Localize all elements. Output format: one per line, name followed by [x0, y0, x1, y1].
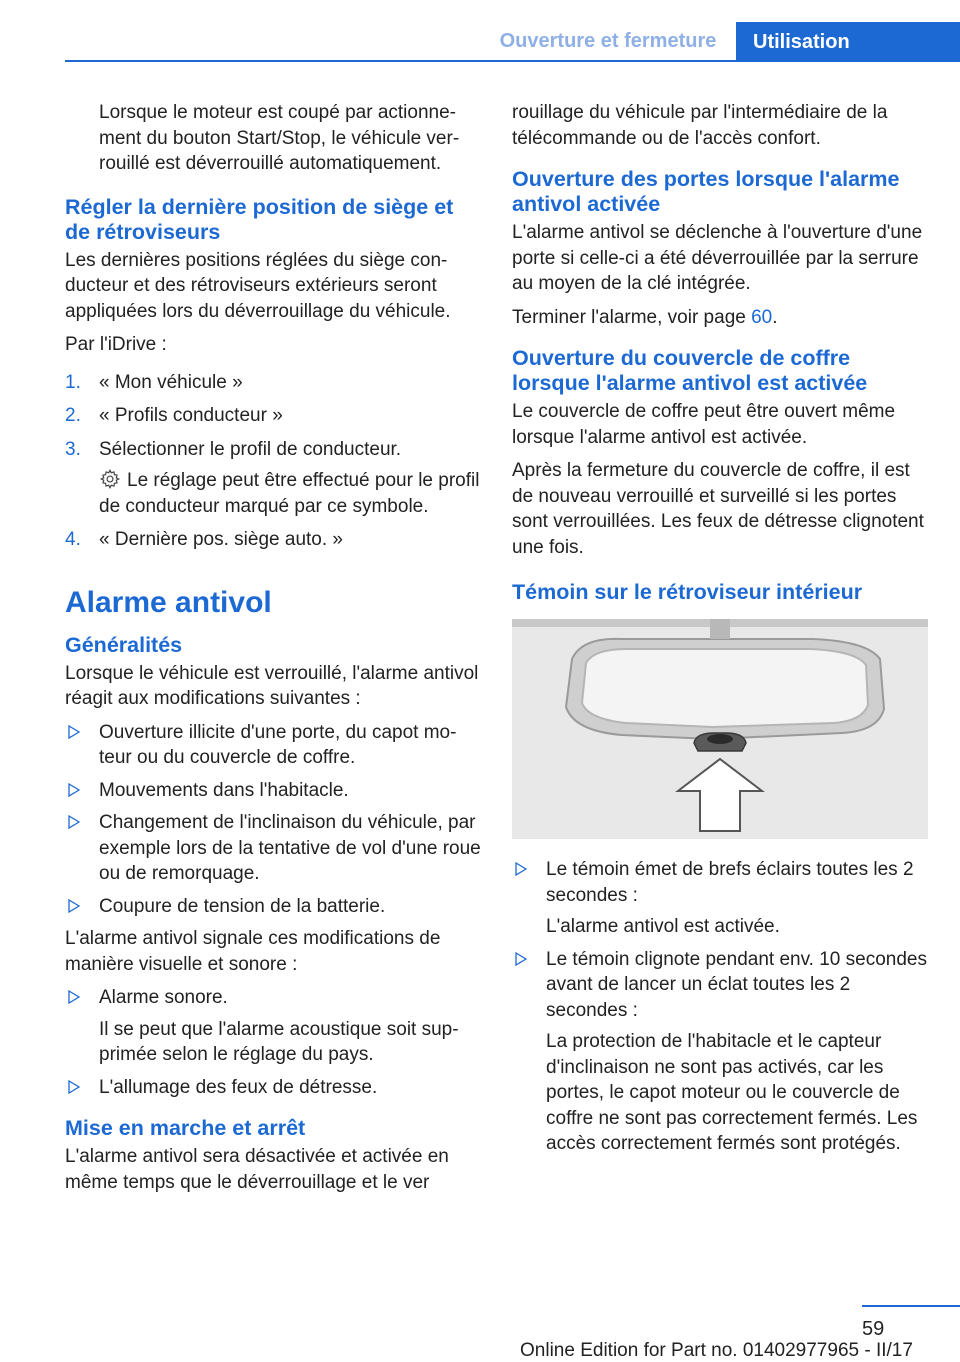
idrive-paragraph: Par l'iDrive :: [65, 334, 167, 355]
seat-paragraph: Les dernières positions réglées du siège conducteur et des rétroviseurs extérieurs seront appliquées lors du déverrouillage du véhicule.: [65, 249, 451, 322]
trunk-paragraph-1: Le couvercle de coffre peut être ouvert même lorsque l'alarme antivol est activée.: [512, 401, 896, 448]
triangle-right-icon: [68, 1080, 80, 1094]
step-number: 3.: [65, 438, 81, 460]
list-item: [65, 985, 481, 1068]
list-item: [512, 857, 932, 940]
step-text: « Dernière pos. siège auto. »: [99, 529, 343, 550]
footer-rule: [862, 1305, 960, 1307]
alarm-heading: Alarme antivol: [65, 585, 272, 619]
continued-paragraph: rouillage du véhicule par l'intermédiaire de la télécommande ou de l'accès confort.: [512, 102, 888, 149]
list-item-text: Mouvements dans l'habitacle.: [99, 779, 349, 801]
list-item-text: Ouverture illicite d'une porte, du capot moteur ou du couvercle de coffre.: [99, 721, 457, 768]
step-text: Sélectionner le profil de conducteur.: [99, 438, 402, 460]
triangle-right-icon: [68, 899, 80, 913]
signal-paragraph: L'alarme antivol signale ces modifications de manière visuelle et sonore :: [65, 928, 441, 975]
list-item: [65, 894, 481, 920]
list-item: [65, 527, 481, 553]
triangle-right-icon: [68, 725, 80, 739]
triangle-right-icon: [68, 990, 80, 1004]
triangle-right-icon: [68, 783, 80, 797]
general-heading: Généralités: [65, 632, 183, 657]
terminate-paragraph: [512, 305, 932, 331]
list-item: [65, 370, 481, 396]
trunk-paragraph-2: Après la fermeture du couvercle de coffre, il est de nouveau verrouillé et surveillé si les portes sont verrouillées. Les feux de détresse clignotent une fois.: [512, 460, 924, 558]
terminate-text: Terminer l'alarme, voir page: [512, 306, 752, 328]
list-item-text: Le témoin émet de brefs éclairs toutes les 2 secondes :: [546, 859, 914, 906]
list-item: [512, 947, 932, 1157]
onoff-paragraph: L'alarme antivol sera désactivée et activée en même temps que le déverrouillage et le ver: [65, 1146, 449, 1193]
right-column: [512, 100, 932, 1164]
header-rule: [65, 60, 960, 62]
page-header: [0, 0, 960, 62]
idrive-steps: [65, 370, 481, 553]
step-text: « Mon véhicule »: [99, 371, 243, 393]
list-item: [65, 720, 481, 771]
rearview-mirror-illustration: [512, 619, 928, 839]
mirror-heading: Témoin sur le rétroviseur intérieur: [512, 580, 863, 604]
list-item-text: Alarme sonore.: [99, 987, 228, 1008]
signals-list: [65, 985, 481, 1100]
list-item: [65, 810, 481, 887]
onoff-heading: Mise en marche et arrêt: [65, 1116, 306, 1140]
list-item-note: L'alarme antivol est activée.: [546, 916, 780, 937]
left-column: [65, 100, 481, 1203]
list-item-text: Le témoin clignote pendant env. 10 secondes avant de lancer un éclat toutes les 2 secondes :: [546, 948, 927, 1021]
intro-paragraph: Lorsque le moteur est coupé par actionnement du bouton Start/Stop, le véhicule verrouillé est déverrouillé automatiquement.: [99, 102, 460, 174]
step-number: 2.: [65, 405, 81, 426]
triangle-right-icon: [515, 952, 527, 966]
gear-icon: [99, 468, 121, 490]
header-chapter-tab: Utilisation: [736, 22, 960, 62]
seat-heading: Régler la dernière position de siège et de rétroviseurs: [65, 194, 454, 244]
list-item-text: Changement de l'inclinaison du véhicule, par exemple lors de la tentative de vol d'une roue ou de remorquage.: [99, 812, 481, 884]
changes-list: [65, 720, 481, 920]
indicator-list: [512, 857, 932, 1157]
step-text: « Profils conducteur »: [99, 405, 283, 426]
doors-paragraph: L'alarme antivol se déclenche à l'ouverture d'une porte si celle-ci a été déverrouillée par la serrure au moyen de la clé intégrée.: [512, 222, 923, 294]
step-number: 4.: [65, 529, 81, 550]
step-number: 1.: [65, 371, 81, 393]
page-number: 59: [862, 1318, 885, 1340]
list-item-note: La protection de l'habitacle et le capteur d'inclinaison ne sont pas activés, car les portes, le capot moteur ou le couvercle de coffre ne sont pas correctement fermés. Les accès correctement fermés sont protégés.: [546, 1031, 918, 1154]
list-item-note: Il se peut que l'alarme acoustique soit supprimée selon le réglage du pays.: [99, 1018, 459, 1065]
doors-heading: Ouverture des portes lorsque l'alarme antivol activée: [512, 167, 900, 216]
general-paragraph: Lorsque le véhicule est verrouillé, l'alarme antivol réagit aux modifications suivantes :: [65, 662, 479, 709]
trunk-heading: Ouverture du couvercle de coffre lorsque l'alarme antivol est activée: [512, 346, 868, 395]
triangle-right-icon: [515, 862, 527, 876]
step-note: [99, 468, 481, 519]
page-link[interactable]: 60: [751, 306, 773, 328]
step-note-text: Le réglage peut être effectué pour le profil de conducteur marqué par ce symbole.: [99, 470, 480, 517]
terminate-suffix: .: [772, 306, 778, 328]
header-section-title: Ouverture et fermeture: [499, 30, 717, 52]
triangle-right-icon: [68, 815, 80, 829]
list-item-text: Coupure de tension de la batterie.: [99, 895, 386, 917]
list-item: [65, 403, 481, 429]
list-item: [65, 437, 481, 520]
list-item-text: L'allumage des feux de détresse.: [99, 1076, 378, 1098]
list-item: [65, 778, 481, 804]
list-item: [65, 1075, 481, 1101]
edition-note: Online Edition for Part no. 01402977965 - II/17: [520, 1340, 913, 1361]
